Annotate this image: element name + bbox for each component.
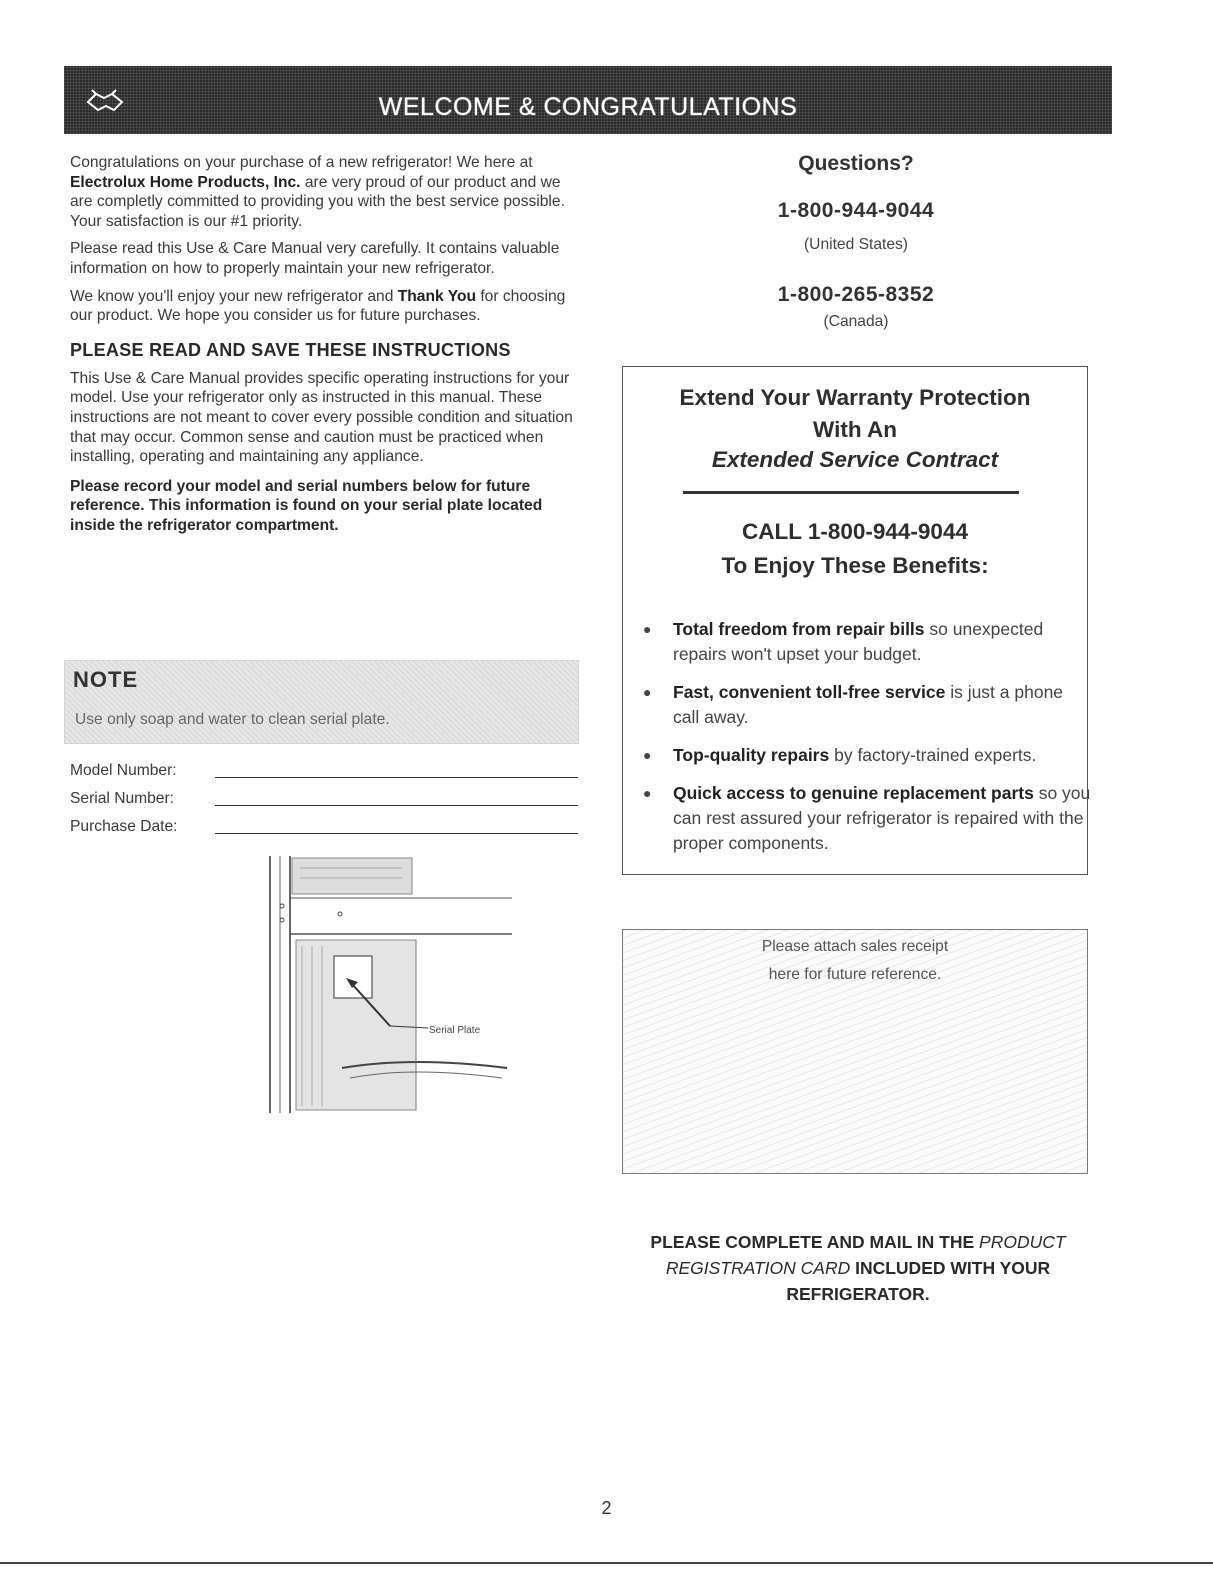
intro-paragraph-1: Congratulations on your purchase of a new refrigerator! We here at Electrolux Home Products, Inc. are very proud of our product and we are completly committed to providing you with the best service possible. Your satisfaction is our #1 priority. [70, 154, 565, 230]
record-instructions: Please record your model and serial numbers below for future reference. This information is found on your serial plate located inside the refrigerator compartment. [70, 477, 543, 534]
serial-plate-illustration [262, 856, 512, 1113]
warranty-call-line[interactable]: CALL 1-800-944-9044 [742, 519, 968, 544]
warranty-box: Extend Your Warranty Protection With An Extended Service Contract CALL 1-800-944-9044 To Enjoy These Benefits: ● Total freedom from repair bills so unexpected repairs won't upset your budget. ● Fast, convenient toll-free service is just a phone call away. ● Top-quality repairs by factory-trained experts. ● Quick access to genuine replacement parts so you can rest assured your refrigerator is repaired with the proper components. [622, 366, 1088, 875]
warranty-divider [683, 491, 1019, 494]
note-title: NOTE [73, 667, 139, 692]
us-label: (United States) [803, 236, 908, 253]
warranty-heading: Extend Your Warranty Protection [679, 385, 1031, 410]
canada-label: (Canada) [823, 313, 889, 330]
model-number-label: Model Number: [70, 762, 177, 779]
bullet-icon: ● [643, 785, 652, 801]
intro-paragraph-3: We know you'll enjoy your new refrigerator and Thank You for choosing our product. We hope you consider us for future purchases. [70, 287, 566, 325]
handshake-icon [86, 88, 124, 116]
warranty-subheading: With An [813, 417, 897, 442]
instructions-body: This Use & Care Manual provides specific operating instructions for your model. Use your refrigerator only as instructed in this manual. These instructions are not meant to cover every possible condition and situation that may occur. Common sense and caution must be practiced when installing, operating and maintaining any appliance. [70, 369, 573, 466]
receipt-line-2: here for future reference. [768, 966, 942, 983]
note-text: Use only soap and water to clean serial plate. [75, 711, 390, 728]
note-box [64, 660, 579, 744]
serial-number-line[interactable] [215, 805, 578, 806]
intro-section [70, 153, 585, 536]
bullet-icon: ● [643, 621, 652, 637]
model-number-line[interactable] [215, 777, 578, 778]
intro-paragraph-2: Please read this Use & Care Manual very carefully. It contains valuable information on how to properly maintain your new refrigerator. [70, 240, 560, 277]
service-contract-title: Extended Service Contract [711, 447, 999, 472]
registration-notice: PLEASE COMPLETE AND MAIL IN THE PRODUCT REGISTRATION CARD INCLUDED WITH YOUR REFRIGERATOR. [650, 1232, 1066, 1304]
page-title: WELCOME & CONGRATULATIONS [378, 92, 798, 121]
serial-number-label: Serial Number: [70, 790, 174, 807]
page-number: 2 [601, 1498, 612, 1518]
canada-phone-number[interactable]: 1-800-265-8352 [777, 283, 935, 306]
instructions-heading: PLEASE READ AND SAVE THESE INSTRUCTIONS [70, 339, 511, 360]
receipt-attach-area[interactable] [622, 929, 1088, 1174]
receipt-line-1: Please attach sales receipt [761, 938, 949, 955]
purchase-date-line[interactable] [215, 833, 578, 834]
serial-plate-label: Serial Plate [429, 1025, 481, 1036]
footer-rule [0, 1562, 1213, 1564]
questions-title: Questions? [798, 152, 914, 175]
header-banner [64, 66, 1112, 134]
purchase-date-label: Purchase Date: [70, 818, 178, 835]
bullet-icon: ● [643, 747, 652, 763]
benefits-heading: To Enjoy These Benefits: [721, 553, 989, 578]
us-phone-number[interactable]: 1-800-944-9044 [777, 199, 935, 222]
bullet-icon: ● [643, 684, 652, 700]
